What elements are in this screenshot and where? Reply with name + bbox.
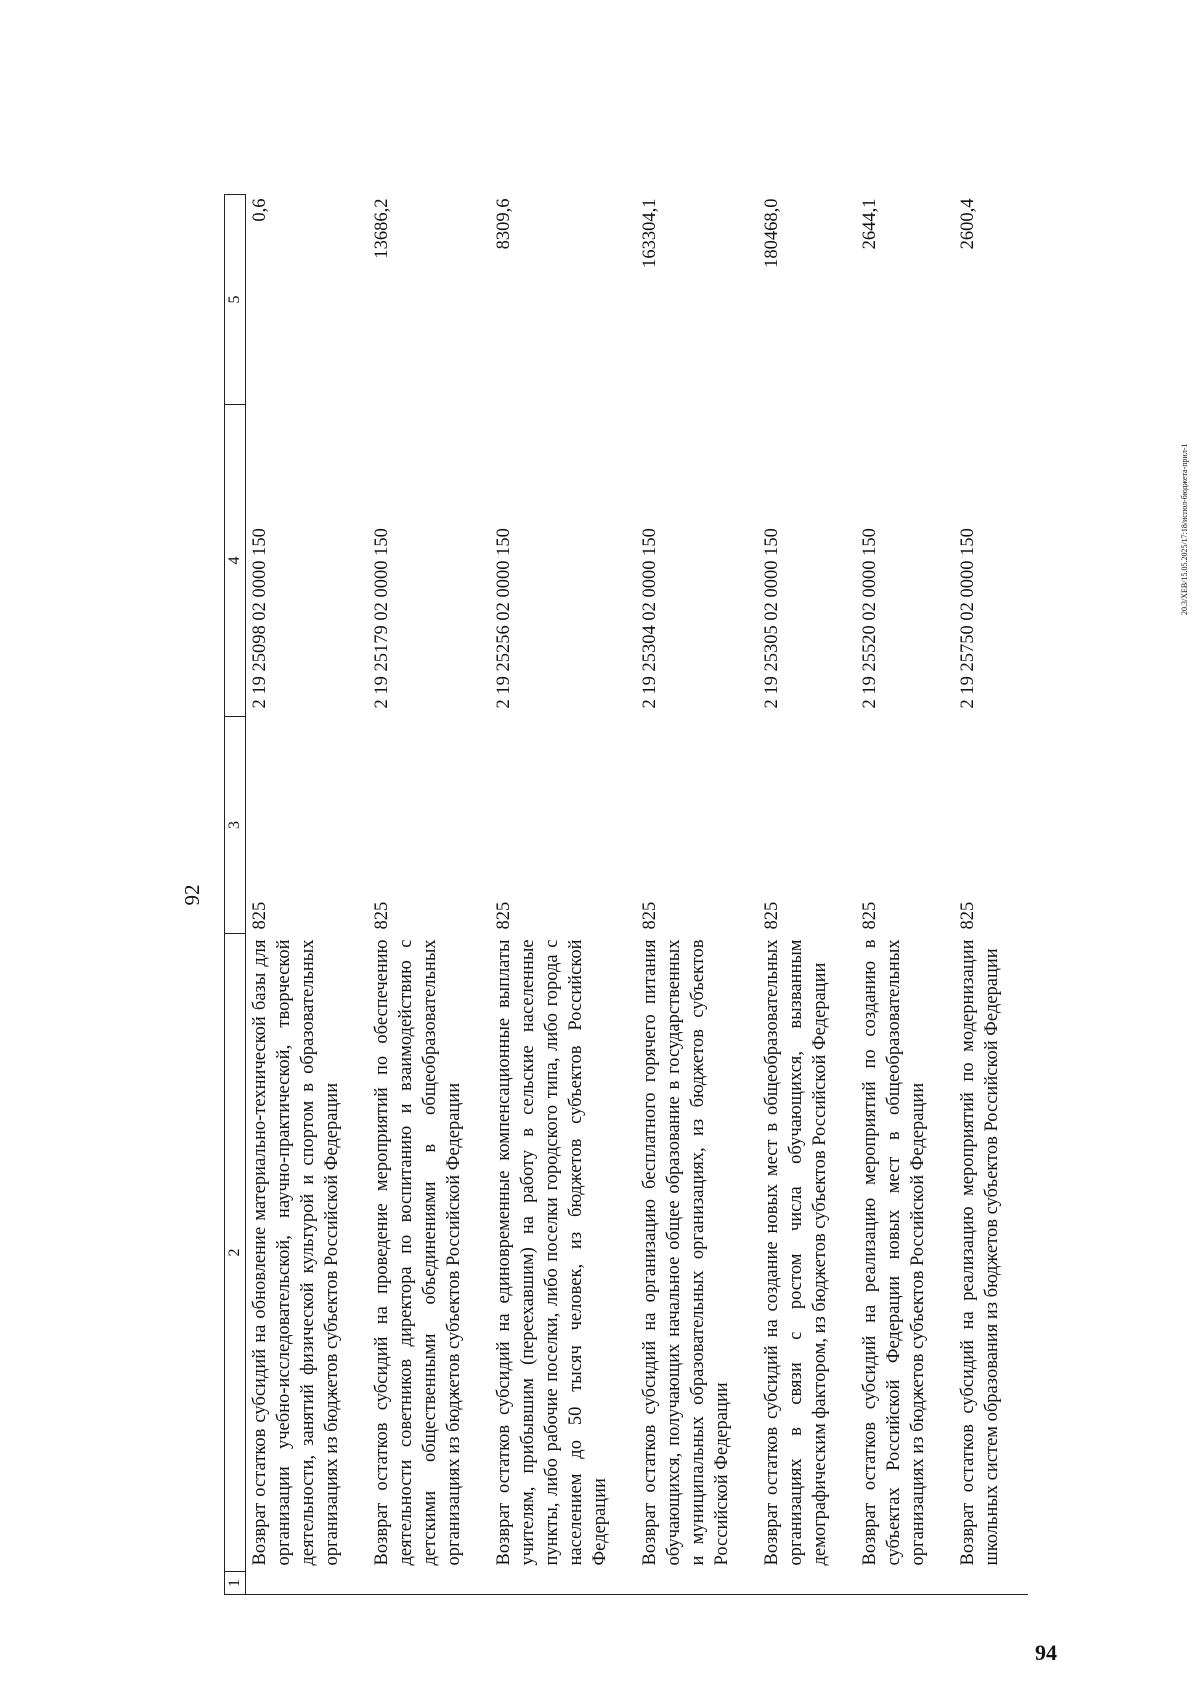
cell-description: Возврат остатков субсидий на организацию бесплатного горячего питания обучающихся, получающих начальное общее образование в государственных и муниципальных образовательных организациях, из бюджетов субъектов Российской Федерации — [640, 939, 732, 1566]
table-row — [856, 195, 954, 1595]
cell-admin-code: 825 — [250, 901, 270, 930]
cell-col-1 — [636, 1572, 758, 1595]
table-row — [636, 195, 758, 1595]
cell-budget-code: 2 19 25305 02 0000 150 — [762, 528, 782, 709]
cell-budget-code: 2 19 25750 02 0000 150 — [958, 528, 978, 709]
cell-amount: 163304,1 — [640, 198, 660, 268]
cell-col-1 — [758, 1572, 856, 1595]
sheet-number: 94 — [1035, 1640, 1057, 1665]
cell-budget-code: 2 19 25520 02 0000 150 — [860, 528, 880, 709]
cell-description: Возврат остатков субсидий на проведение мероприятий по обеспечению деятельности советников директора по воспитанию и взаимодействию с детскими общественными объединениями в общеобразовательных организациях из бюджетов субъектов Российской Федерации — [372, 939, 464, 1566]
cell-col-1 — [954, 1572, 1028, 1595]
cell-admin-code: 825 — [494, 901, 514, 930]
cell-description: Возврат остатков субсидий на реализацию мероприятий по созданию в субъектах Российской Федерации новых мест в общеобразовательных организациях из бюджетов субъектов Российской Федерации — [860, 939, 928, 1566]
table-row — [246, 195, 369, 1595]
rotated-page — [180, 75, 1190, 1595]
cell-col-1 — [246, 1572, 369, 1595]
cell-amount: 8309,6 — [494, 198, 514, 250]
table-row — [954, 195, 1028, 1595]
cell-admin-code: 825 — [372, 901, 392, 930]
cell-budget-code: 2 19 25304 02 0000 150 — [640, 528, 660, 709]
cell-description: Возврат остатков субсидий на единовременные компенсационные выплаты учителям, прибывшим (переехавшим) на работу в сельские населенные пункты, либо рабочие поселки, либо поселки городского типа, либо города с населением до 50 тысяч человек, из бюджетов субъектов Российской Федерации — [494, 939, 610, 1566]
cell-admin-code: 825 — [958, 901, 978, 930]
cell-col-1 — [490, 1572, 636, 1595]
cell-budget-code: 2 19 25098 02 0000 150 — [250, 528, 270, 709]
cell-budget-code: 2 19 25179 02 0000 150 — [372, 528, 392, 709]
table-row — [490, 195, 636, 1595]
budget-table — [224, 194, 1028, 1595]
cell-amount: 2644,1 — [860, 198, 880, 250]
header-col-5: 5 — [225, 195, 246, 405]
cell-col-1 — [368, 1572, 490, 1595]
cell-description: Возврат остатков субсидий на реализацию мероприятий по модернизации школьных систем образования из бюджетов субъектов Российской Федерации — [958, 939, 1002, 1566]
table-row — [758, 195, 856, 1595]
cell-description: Возврат остатков субсидий на создание новых мест в общеобразовательных организациях в связи с ростом числа обучающихся, вызванным демографическим фактором, из бюджетов субъектов Российской Федерации — [762, 939, 830, 1566]
cell-amount: 0,6 — [250, 198, 270, 222]
header-col-1: 1 — [225, 1572, 246, 1595]
cell-amount: 180468,0 — [762, 198, 782, 268]
table-row — [368, 195, 490, 1595]
header-col-3: 3 — [225, 717, 246, 934]
cell-admin-code: 825 — [762, 901, 782, 930]
page-number: 92 — [180, 884, 204, 906]
cell-amount: 13686,2 — [372, 198, 392, 259]
cell-admin-code: 825 — [640, 901, 660, 930]
cell-admin-code: 825 — [860, 901, 880, 930]
cell-col-1 — [856, 1572, 954, 1595]
cell-description: Возврат остатков субсидий на обновление материально-технической базы для организации учебно-исследовательской, научно-практической, творческой деятельности, занятий физической культурой и спортом в образовательных организациях из бюджетов субъектов Российской Федерации — [250, 939, 342, 1566]
document-footer-code: 20.3/ХЕВ/15.05.2025/17:18/испол-бюджета-прил-1 — [1180, 443, 1189, 615]
header-col-4: 4 — [225, 405, 246, 717]
header-col-2: 2 — [225, 934, 246, 1572]
cell-amount: 2600,4 — [958, 198, 978, 250]
cell-budget-code: 2 19 25256 02 0000 150 — [494, 528, 514, 709]
header-row — [225, 195, 246, 1595]
